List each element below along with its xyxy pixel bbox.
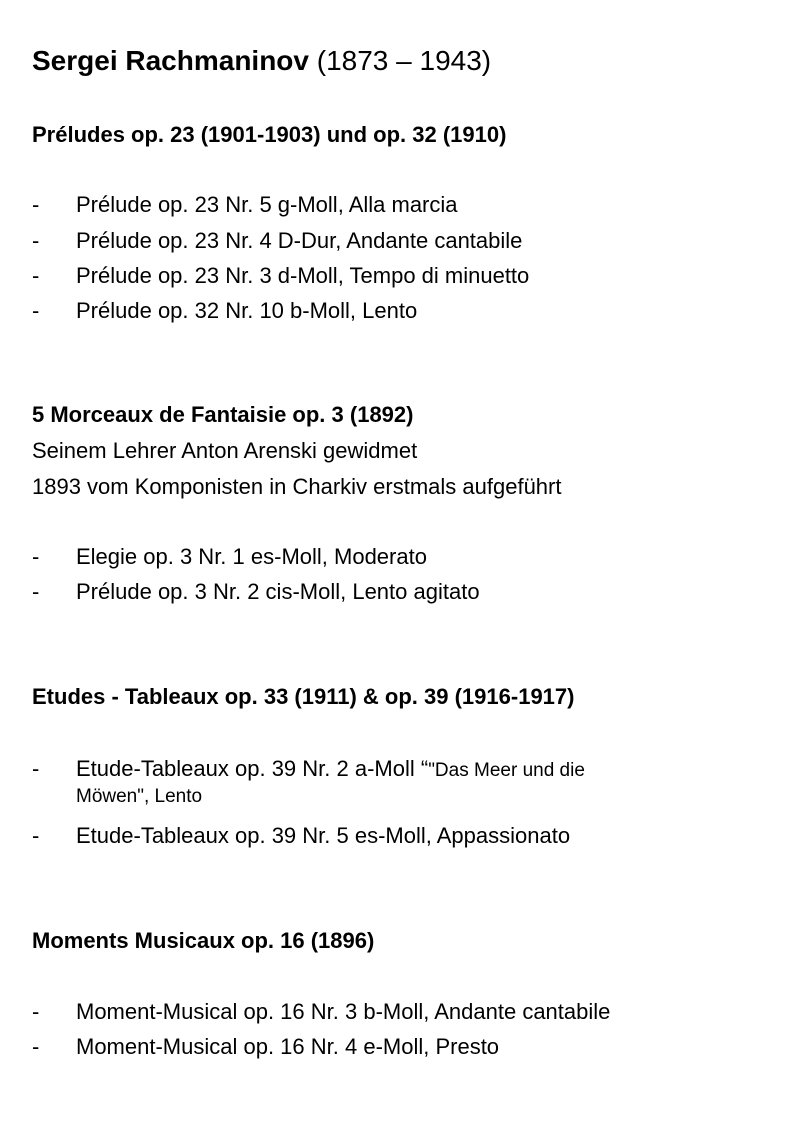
list-item-text: Etude-Tableaux op. 39 Nr. 5 es-Moll, Appassionato (76, 823, 571, 848)
list-item-small-text: "Das Meer und die (428, 760, 585, 781)
list-item-text: Prélude op. 23 Nr. 4 D-Dur, Andante cantabile (76, 228, 523, 253)
list-bullet: - (32, 192, 40, 217)
list-item-text: Elegie op. 3 Nr. 1 es-Moll, Moderato (76, 544, 427, 569)
section-note: Seinem Lehrer Anton Arenski gewidmet (32, 438, 418, 463)
composer-title (32, 44, 491, 78)
section-heading-moments: Moments Musicaux op. 16 (1896) (32, 928, 375, 953)
section-heading-morceaux: 5 Morceaux de Fantaisie op. 3 (1892) (32, 402, 414, 427)
list-item-text: Moment-Musical op. 16 Nr. 3 b-Moll, Andante cantabile (76, 999, 611, 1024)
list-bullet: - (32, 228, 40, 253)
list-item-text (76, 755, 585, 785)
list-item-main-text: Etude-Tableaux op. 39 Nr. 2 a-Moll “ (76, 756, 429, 781)
list-item-continuation: Möwen", Lento (76, 786, 203, 807)
section-heading-etudes: Etudes - Tableaux op. 33 (1911) & op. 39 (1916-1917) (32, 684, 575, 709)
list-item-text: Prélude op. 23 Nr. 3 d-Moll, Tempo di minuetto (76, 263, 530, 288)
list-bullet: - (32, 1034, 40, 1059)
section-note: 1893 vom Komponisten in Charkiv erstmals aufgeführt (32, 474, 562, 499)
composer-dates: (1873 – 1943) (316, 45, 492, 76)
list-bullet: - (32, 298, 40, 323)
list-bullet: - (32, 544, 40, 569)
list-item-text: Prélude op. 23 Nr. 5 g-Moll, Alla marcia (76, 192, 458, 217)
list-bullet: - (32, 756, 40, 781)
composer-name: Sergei Rachmaninov (32, 45, 309, 76)
list-item-text: Prélude op. 3 Nr. 2 cis-Moll, Lento agitato (76, 579, 480, 604)
list-bullet: - (32, 999, 40, 1024)
list-bullet: - (32, 823, 40, 848)
list-item-text: Moment-Musical op. 16 Nr. 4 e-Moll, Presto (76, 1034, 500, 1059)
section-heading-preludes: Préludes op. 23 (1901-1903) und op. 32 (1910) (32, 122, 507, 147)
list-bullet: - (32, 579, 40, 604)
list-item-text: Prélude op. 32 Nr. 10 b-Moll, Lento (76, 298, 418, 323)
list-bullet: - (32, 263, 40, 288)
